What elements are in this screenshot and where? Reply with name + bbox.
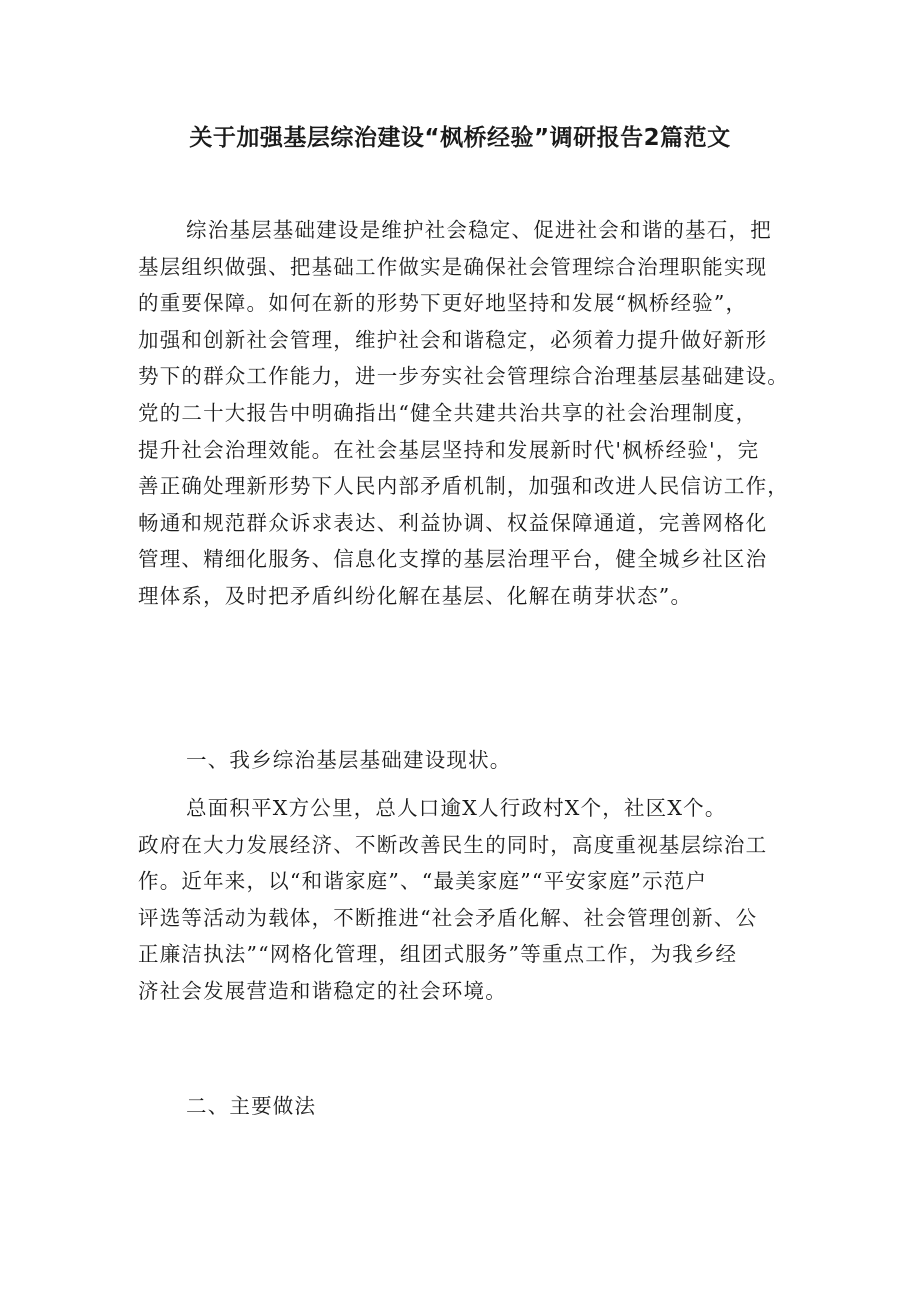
paragraph-line: 评选等活动为载体，不断推进“社会矛盾化解、社会管理创新、公: [138, 905, 758, 930]
paragraph-line: 理体系，及时把矛盾纠纷化解在基层、化解在萌芽状态”。: [138, 583, 693, 608]
paragraph-line: 作。近年来，以“和谐家庭”、“最美家庭”“平安家庭”示范户: [138, 869, 708, 894]
paragraph-line: 基层组织做强、把基础工作做实是确保社会管理综合治理职能实现: [138, 254, 768, 279]
paragraph-line: 济社会发展营造和谐稳定的社会环境。: [138, 978, 507, 1003]
paragraph-line: 总面积平X方公里，总人口逾X人行政村X个，社区X个。: [186, 796, 727, 820]
paragraph-line: 党的二十大报告中明确指出“健全共建共治共享的社会治理制度，: [138, 400, 758, 425]
paragraph-line: 的重要保障。如何在新的形势下更好地坚持和发展“枫桥经验”，: [138, 291, 748, 316]
document-title: 关于加强基层综治建设“枫桥经验”调研报告2篇范文: [189, 125, 731, 151]
paragraph-intro: [138, 212, 788, 615]
paragraph-line: 政府在大力发展经济、不断改善民生的同时，高度重视基层综治工: [138, 832, 768, 857]
paragraph-line: 加强和创新社会管理，维护社会和谐稳定，必须着力提升做好新形: [138, 327, 768, 352]
paragraph-line: 管理、精细化服务、信息化支撑的基层治理平台，健全城乡社区治: [138, 547, 768, 572]
paragraph-line: 正廉洁执法”“网格化管理，组团式服务”等重点工作，为我乡经: [138, 942, 738, 967]
section-heading-practices: 二、主要做法: [186, 1094, 317, 1118]
paragraph-line: 善正确处理新形势下人民内部矛盾机制，加强和改进人民信访工作，: [138, 474, 789, 499]
paragraph-status: [138, 790, 788, 1010]
paragraph-line: 综治基层基础建设是维护社会稳定、促进社会和谐的基石，把: [186, 218, 772, 242]
paragraph-line: 提升社会治理效能。在社会基层坚持和发展新时代'枫桥经验'，完: [138, 437, 760, 462]
section-heading-status: 一、我乡综治基层基础建设现状。: [186, 748, 512, 772]
paragraph-line: 势下的群众工作能力，进一步夯实社会管理综合治理基层基础建设。: [138, 364, 789, 389]
paragraph-line: 畅通和规范群众诉求表达、利益协调、权益保障通道，完善网格化: [138, 510, 768, 535]
